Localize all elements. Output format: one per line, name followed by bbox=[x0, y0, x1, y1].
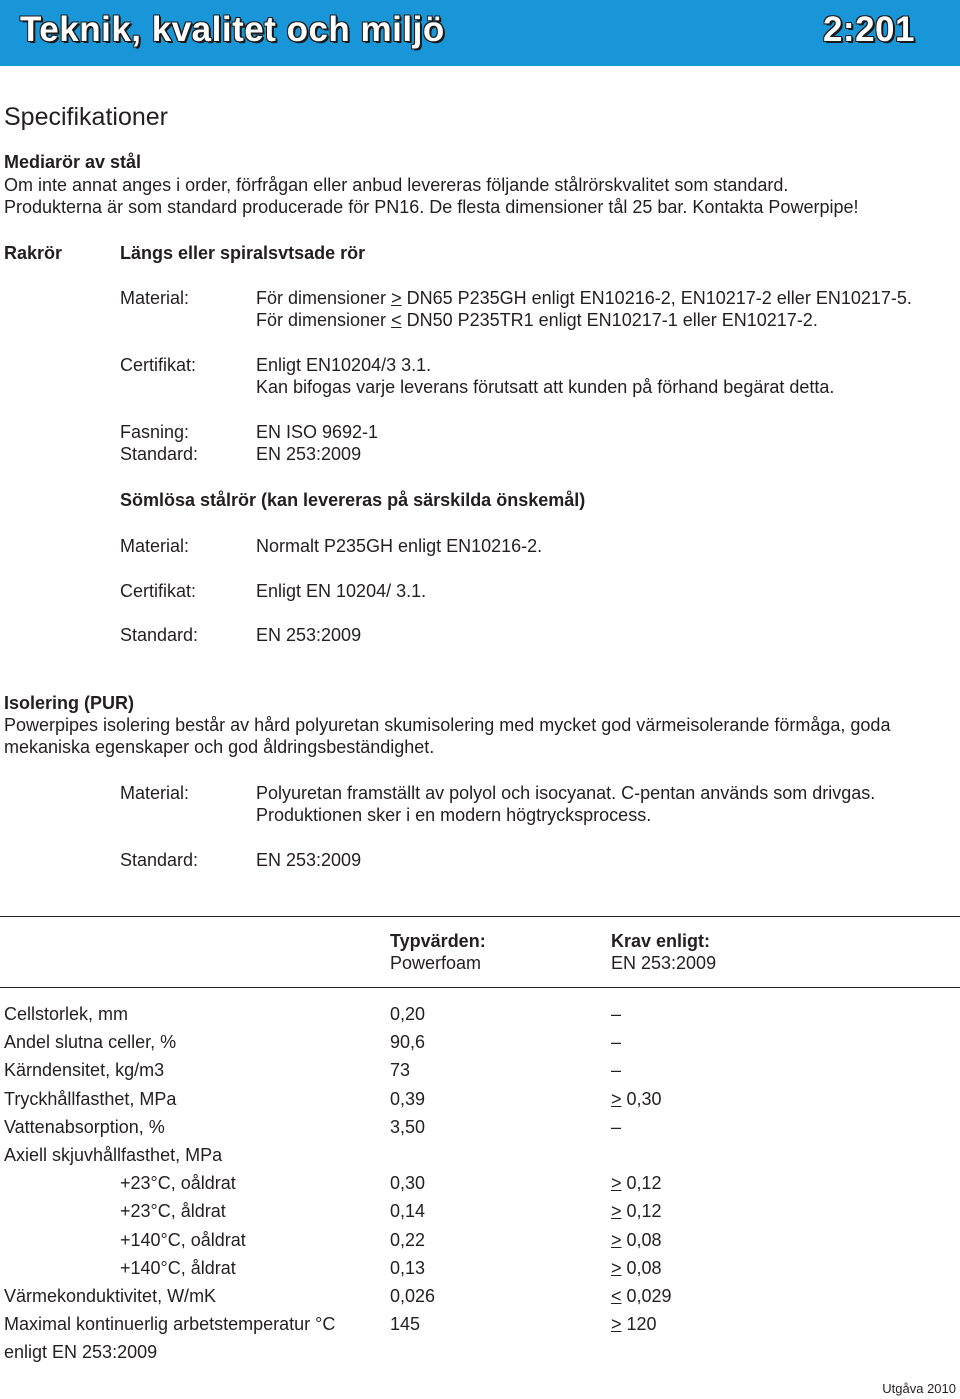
medierror-intro-2: Produkterna är som standard producerade för PN16. De flesta dimensioner tål 25 bar. Kontakta Powerpipe! bbox=[4, 197, 859, 217]
krav-value: 0,12 bbox=[621, 1201, 662, 1221]
krav-value: – bbox=[611, 1060, 622, 1080]
table-row-krav bbox=[611, 1257, 662, 1279]
isolering-title: Isolering (PUR) bbox=[4, 693, 135, 713]
greater-equal-sign: > bbox=[391, 288, 402, 308]
table-row-krav bbox=[611, 1031, 621, 1053]
rakror-fasning-value: EN ISO 9692-1 bbox=[256, 422, 379, 442]
isolering-intro-1: Powerpipes isolering består av hård polyuretan skumisolering med mycket god värmeisolerande förmåga, goda bbox=[4, 715, 891, 735]
table-row-label: +23°C, åldrat bbox=[120, 1201, 226, 1221]
somlosa-cert-value: Enligt EN 10204/ 3.1. bbox=[256, 581, 427, 601]
somlosa-material-value: Normalt P235GH enligt EN10216-2. bbox=[256, 536, 543, 556]
text: DN50 P235TR1 enligt EN10217-1 eller EN10217-2. bbox=[401, 310, 818, 330]
rakror-fasning-label: Fasning: bbox=[120, 422, 190, 442]
medierror-intro-1: Om inte annat anges i order, förfrågan eller anbud levereras följande stålrörskvalitet som standard. bbox=[4, 175, 789, 195]
comparison-sign: > bbox=[611, 1230, 622, 1250]
table-row-krav bbox=[611, 1313, 657, 1335]
table-row-label: enligt EN 253:2009 bbox=[4, 1342, 158, 1362]
table-row-label: +140°C, åldrat bbox=[120, 1258, 236, 1278]
table-row-typvarde: 0,30 bbox=[390, 1173, 426, 1193]
table-row-typvarde: 3,50 bbox=[390, 1117, 426, 1137]
somlosa-cert-label: Certifikat: bbox=[120, 581, 197, 601]
isolering-material-line-1: Polyuretan framställt av polyol och isocyanat. C-pentan används som drivgas. bbox=[256, 783, 876, 803]
rakror-material-label: Material: bbox=[120, 288, 190, 308]
krav-value: 0,08 bbox=[621, 1230, 662, 1250]
table-row-typvarde: 0,14 bbox=[390, 1201, 426, 1221]
comparison-sign: > bbox=[611, 1173, 622, 1193]
table-row-krav bbox=[611, 1059, 621, 1081]
isolering-intro-2: mekaniska egenskaper och god åldringsbeständighet. bbox=[4, 737, 435, 757]
somlosa-title: Sömlösa stålrör (kan levereras på särskilda önskemål) bbox=[120, 490, 586, 510]
somlosa-standard-value: EN 253:2009 bbox=[256, 625, 362, 645]
krav-value: 0,08 bbox=[621, 1258, 662, 1278]
table-row-label: Tryckhållfasthet, MPa bbox=[4, 1089, 177, 1109]
krav-value: 0,12 bbox=[621, 1173, 662, 1193]
comparison-sign: < bbox=[611, 1286, 622, 1306]
table-row-typvarde: 0,20 bbox=[390, 1004, 426, 1024]
table-row-label: Axiell skjuvhållfasthet, MPa bbox=[4, 1145, 223, 1165]
table-row-typvarde: 73 bbox=[390, 1060, 411, 1080]
comparison-sign: > bbox=[611, 1201, 622, 1221]
table-row-label: Cellstorlek, mm bbox=[4, 1004, 129, 1024]
table-col-krav-sub: EN 253:2009 bbox=[611, 953, 717, 973]
table-row-typvarde: 145 bbox=[390, 1314, 421, 1334]
table-row-label: Vattenabsorption, % bbox=[4, 1117, 165, 1137]
table-row-krav bbox=[611, 1003, 621, 1025]
table-row-label: +140°C, oåldrat bbox=[120, 1230, 246, 1250]
rakror-material-line-2 bbox=[256, 309, 818, 331]
rakror-standard-label: Standard: bbox=[120, 444, 199, 464]
rakror-label: Rakrör bbox=[4, 243, 63, 263]
table-row-typvarde: 0,22 bbox=[390, 1230, 426, 1250]
table-row-typvarde: 0,39 bbox=[390, 1089, 426, 1109]
page-title: Specifikationer bbox=[4, 103, 168, 131]
krav-value: – bbox=[611, 1032, 622, 1052]
table-row-krav bbox=[611, 1116, 621, 1138]
edition-label: Utgåva 2010 bbox=[882, 1381, 956, 1396]
table-row-label: Andel slutna celler, % bbox=[4, 1032, 177, 1052]
table-top-rule bbox=[0, 916, 960, 917]
table-row-typvarde: 0,026 bbox=[390, 1286, 436, 1306]
rakror-material-line-1 bbox=[256, 287, 912, 309]
krav-value: 0,30 bbox=[621, 1089, 662, 1109]
rakror-cert-label: Certifikat: bbox=[120, 355, 197, 375]
table-col-typvarden-sub: Powerfoam bbox=[390, 953, 482, 973]
somlosa-standard-label: Standard: bbox=[120, 625, 199, 645]
krav-value: 120 bbox=[621, 1314, 657, 1334]
table-row-typvarde: 0,13 bbox=[390, 1258, 426, 1278]
table-row-krav bbox=[611, 1229, 662, 1251]
header-title: Teknik, kvalitet och miljö bbox=[20, 10, 445, 49]
table-col-typvarden-header: Typvärden: bbox=[390, 931, 486, 951]
medierror-title: Mediarör av stål bbox=[4, 152, 142, 172]
rakror-standard-value: EN 253:2009 bbox=[256, 444, 362, 464]
isolering-material-line-2: Produktionen sker i en modern högtrycksprocess. bbox=[256, 805, 652, 825]
krav-value: – bbox=[611, 1117, 622, 1137]
table-row-krav bbox=[611, 1285, 672, 1307]
krav-value: 0,029 bbox=[621, 1286, 672, 1306]
page-number: 2:201 bbox=[822, 10, 915, 49]
less-equal-sign: < bbox=[391, 310, 402, 330]
page-header bbox=[0, 0, 960, 66]
comparison-sign: > bbox=[611, 1089, 622, 1109]
comparison-sign: > bbox=[611, 1314, 622, 1334]
comparison-sign: > bbox=[611, 1258, 622, 1278]
somlosa-material-label: Material: bbox=[120, 536, 190, 556]
text: DN65 P235GH enligt EN10216-2, EN10217-2 eller EN10217-5. bbox=[401, 288, 912, 308]
isolering-standard-value: EN 253:2009 bbox=[256, 850, 362, 870]
table-row-krav bbox=[611, 1172, 662, 1194]
text: För dimensioner bbox=[256, 288, 392, 308]
table-row-krav bbox=[611, 1200, 662, 1222]
table-row-label: +23°C, oåldrat bbox=[120, 1173, 236, 1193]
rakror-cert-line-1: Enligt EN10204/3 3.1. bbox=[256, 355, 432, 375]
isolering-standard-label: Standard: bbox=[120, 850, 199, 870]
table-header-rule bbox=[0, 987, 960, 988]
table-row-krav bbox=[611, 1088, 662, 1110]
table-row-label: Värmekonduktivitet, W/mK bbox=[4, 1286, 217, 1306]
isolering-material-label: Material: bbox=[120, 783, 190, 803]
rakror-subtitle: Längs eller spiralsvtsade rör bbox=[120, 243, 366, 263]
krav-value: – bbox=[611, 1004, 622, 1024]
rakror-cert-line-2: Kan bifogas varje leverans förutsatt att kunden på förhand begärat detta. bbox=[256, 377, 835, 397]
table-row-label: Kärndensitet, kg/m3 bbox=[4, 1060, 165, 1080]
text: För dimensioner bbox=[256, 310, 392, 330]
table-col-krav-header: Krav enligt: bbox=[611, 931, 711, 951]
table-row-typvarde: 90,6 bbox=[390, 1032, 426, 1052]
table-row-label: Maximal kontinuerlig arbetstemperatur °C bbox=[4, 1314, 336, 1334]
